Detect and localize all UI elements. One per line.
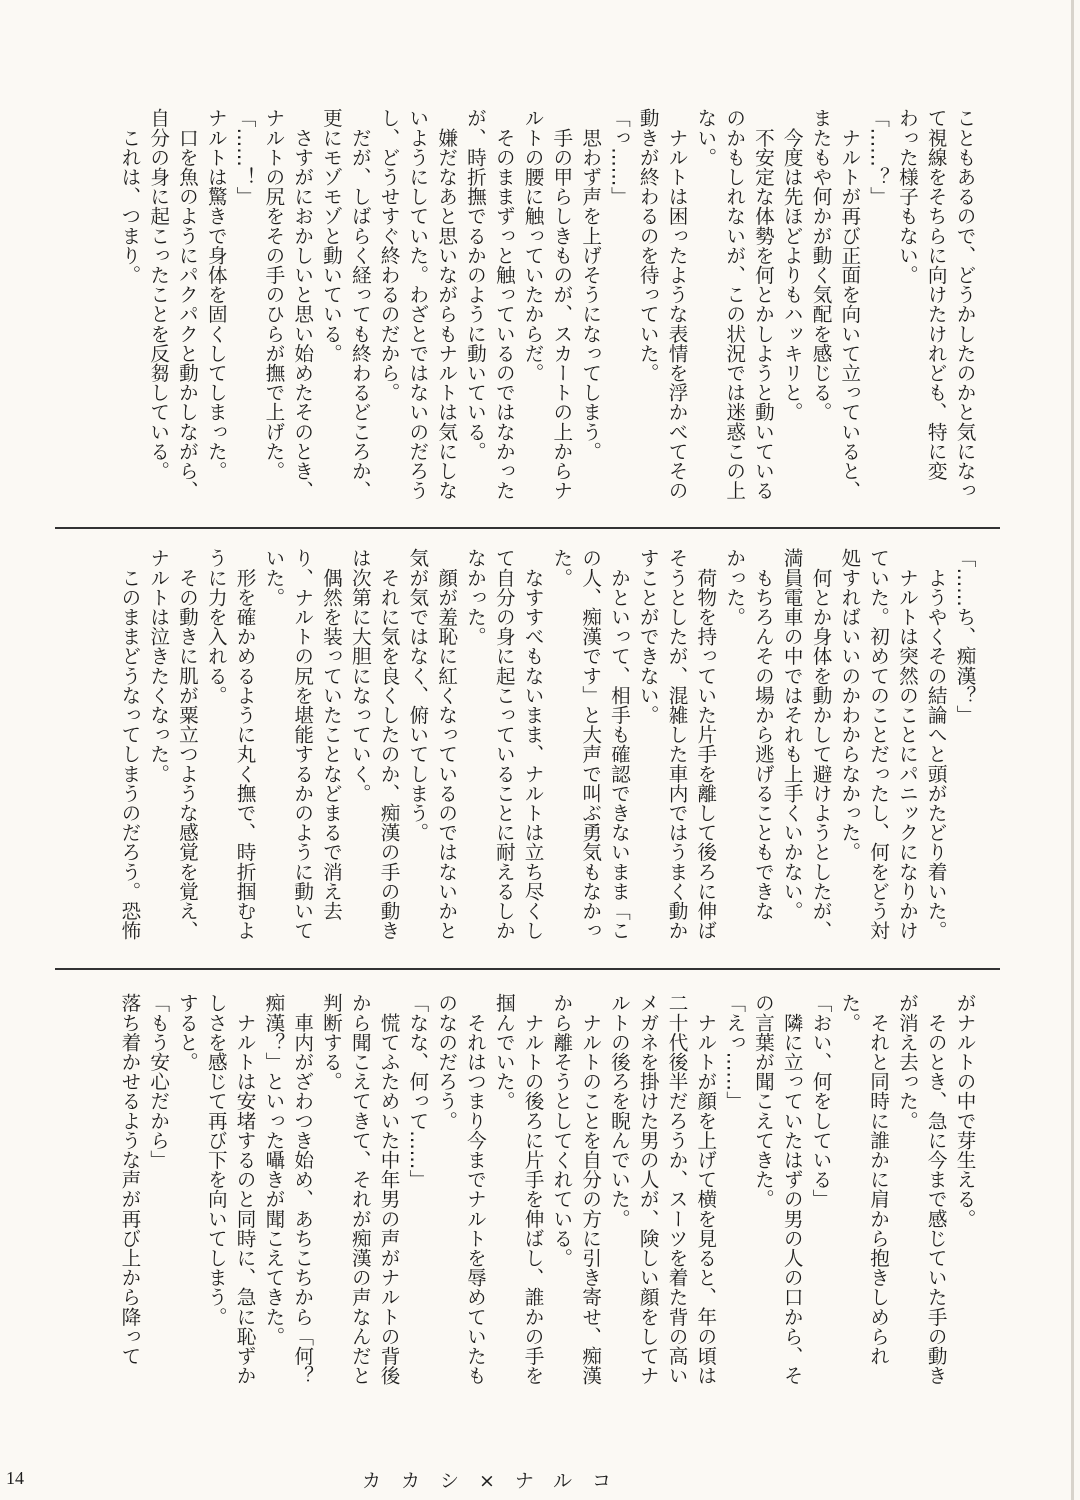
text-column: すことができない。 (636, 548, 660, 725)
text-tier-bottom (98, 993, 978, 1403)
text-column: メガネを掛けた男の人が、険しい顔をしてナ (636, 993, 660, 1385)
text-column: 「……？」 (866, 108, 890, 206)
text-column: ない。 (693, 108, 717, 167)
text-column: 荷物を持っていた片手を離して後ろに伸ば (693, 548, 717, 940)
text-column: 「おい、何をしている」 (809, 993, 833, 1209)
text-column: は次第に大胆になっていく。 (348, 548, 372, 803)
text-column: 掴んでいた。 (492, 993, 516, 1111)
text-column: 不安定な体勢を何とかしようと動いている (751, 108, 775, 500)
text-column: 顔が羞恥に紅くなっているのではないかと (434, 548, 458, 940)
text-column: ようやくその結論へと頭がたどり着いた。 (924, 548, 948, 940)
text-column: 満員電車の中ではそれも上手くいかない。 (780, 548, 804, 921)
text-column: 何とか身体を動かして避けようとしたが、 (809, 548, 833, 940)
text-tier-middle (98, 548, 978, 958)
text-column: ナルトが再び正面を向いて立っていると、 (837, 108, 861, 500)
text-column: そのままずっと触っているのではなかった (492, 108, 516, 500)
text-column: て自分の身に起こっていることに耐えるしか (492, 548, 516, 940)
text-column: 偶然を装っていたことなどまるで消え去 (319, 548, 343, 921)
text-column: ルトの後ろを睨んでいた。 (607, 993, 631, 1229)
text-column: こともあるので、どうかしたのかと気になっ (953, 108, 976, 500)
text-column: しさを感じて再び下を向いてしまう。 (204, 993, 228, 1327)
text-column: り、ナルトの尻を堪能するかのように動いて (290, 548, 314, 940)
text-column: 痴漢？」といった囁きが聞こえてきた。 (261, 993, 285, 1346)
text-column: 処すればいいのかわからなかった。 (837, 548, 861, 862)
text-column: 口を魚のようにパクパクと動かしながら、 (175, 108, 199, 500)
text-column: うに力を入れる。 (204, 548, 228, 705)
text-column: の言葉が聞こえてきた。 (751, 993, 775, 1209)
text-column: 隣に立っていたはずの男の人の口から、そ (780, 993, 804, 1385)
tier-divider (55, 527, 1000, 529)
text-column: 「なな、何って……」 (405, 993, 429, 1189)
text-column: それはつまり今までナルトを辱めていたも (463, 993, 487, 1385)
text-column: て視線をそちらに向けたけれども、特に変 (924, 108, 948, 481)
text-column: から離そうとしてくれている。 (549, 993, 573, 1268)
text-column: もちろんその場から逃げることもできな (751, 548, 775, 921)
text-column: その動きに肌が粟立つような感覚を覚え、 (175, 548, 199, 940)
text-column: 「もう安心だから」 (146, 993, 170, 1170)
text-column: 判断する。 (319, 993, 343, 1091)
text-column: いた。 (261, 548, 285, 607)
text-column: 「……！」 (233, 108, 257, 206)
text-column: 二十代後半だろうか、スーツを着た背の高い (665, 993, 689, 1385)
text-column: ナルトの後ろに片手を伸ばし、誰かの手を (521, 993, 545, 1385)
text-column: が、時折撫でるかのように動いている。 (463, 108, 487, 461)
text-column: かった。 (722, 548, 746, 627)
text-column: ルトの腰に触っていたからだ。 (521, 108, 545, 383)
text-column: さすがにおかしいと思い始めたそのとき、 (290, 108, 314, 500)
text-column: ナルトは突然のことにパニックになりかけ (895, 548, 919, 940)
text-column: の人、痴漢です」と大声で叫ぶ勇気もなかっ (578, 548, 602, 940)
text-column: なすすべもないまま、ナルトは立ち尽くし (521, 548, 545, 940)
text-column: た。 (549, 548, 573, 588)
text-column: そのとき、急に今まで感じていた手の動き (924, 993, 948, 1385)
text-column: 慌てふためいた中年男の声がナルトの背後 (377, 993, 401, 1385)
text-column: 手の甲らしきものが、スカートの上からナ (549, 108, 573, 500)
text-column: ていた。初めてのことだったし、何をどう対 (866, 548, 890, 940)
text-column: 「えっ……」 (722, 993, 746, 1111)
text-column: 思わず声を上げそうになってしまう。 (578, 108, 602, 461)
text-column: 落ち着かせるような声が再び上から降って (117, 993, 141, 1366)
text-column: 形を確かめるように丸く撫で、時折掴むよ (233, 548, 257, 940)
text-column: から聞こえてきて、それが痴漢の声なんだと (348, 993, 372, 1385)
text-column: 自分の身に起こったことを反芻している。 (146, 108, 170, 481)
text-column: 車内がざわつき始め、あちこちから「何？ (290, 993, 314, 1385)
running-title: カカシ×ナルコ (362, 1470, 631, 1492)
text-column: ナルトは泣きたくなった。 (146, 548, 170, 784)
text-tier-top (98, 108, 978, 518)
text-column: ナルトのことを自分の方に引き寄せ、痴漢 (578, 993, 602, 1385)
text-column: 更にモゾモゾと動いている。 (319, 108, 343, 363)
text-column: わった様子もない。 (895, 108, 919, 285)
text-column: ナルトは困ったような表情を浮かべてその (665, 108, 689, 500)
text-column: がナルトの中で芽生える。 (953, 993, 976, 1229)
page-number: 14 (6, 1468, 24, 1488)
tier-divider (55, 968, 1000, 970)
text-column: ナルトは安堵するのと同時に、急に恥ずか (233, 993, 257, 1385)
text-column: なかった。 (463, 548, 487, 646)
text-column: 気が気ではなく、俯いてしまう。 (405, 548, 429, 842)
text-column: このままどうなってしまうのだろう。恐怖 (117, 548, 141, 940)
text-column: 今度は先ほどよりもハッキリと。 (780, 108, 804, 422)
text-column: が消え去った。 (895, 993, 919, 1131)
text-column: すると。 (175, 993, 199, 1072)
text-column: のなのだろう。 (434, 993, 458, 1131)
text-column: ナルトが顔を上げて横を見ると、年の頃は (693, 993, 717, 1385)
text-column: 「……ち、痴漢？」 (953, 548, 976, 725)
page-edge (1071, 0, 1074, 1500)
text-column: いようにしていた。わざとではないのだろう (405, 108, 429, 500)
text-column: だが、しばらく経っても終わるどころか、 (348, 108, 372, 500)
text-column: それと同時に誰かに肩から抱きしめられ (866, 993, 890, 1366)
text-column: またもや何かが動く気配を感じる。 (809, 108, 833, 422)
text-column: ナルトの尻をその手のひらが撫で上げた。 (261, 108, 285, 481)
text-column: ナルトは驚きで身体を固くしてしまった。 (204, 108, 228, 481)
text-column: かといって、相手も確認できないまま「こ (607, 548, 631, 940)
text-column: た。 (837, 993, 861, 1033)
text-column: それに気を良くしたのか、痴漢の手の動き (377, 548, 401, 940)
text-column: 嫌だなあと思いながらもナルトは気にしな (434, 108, 458, 500)
text-column: のかもしれないが、この状況では迷惑この上 (722, 108, 746, 500)
text-column: し、どうせすぐ終わるのだから。 (377, 108, 401, 402)
text-column: そうとしたが、混雑した車内ではうまく動か (665, 548, 689, 940)
text-column: 「っ……」 (607, 108, 631, 206)
text-column: これは、つまり。 (117, 108, 141, 285)
text-column: 動きが終わるのを待っていた。 (636, 108, 660, 383)
